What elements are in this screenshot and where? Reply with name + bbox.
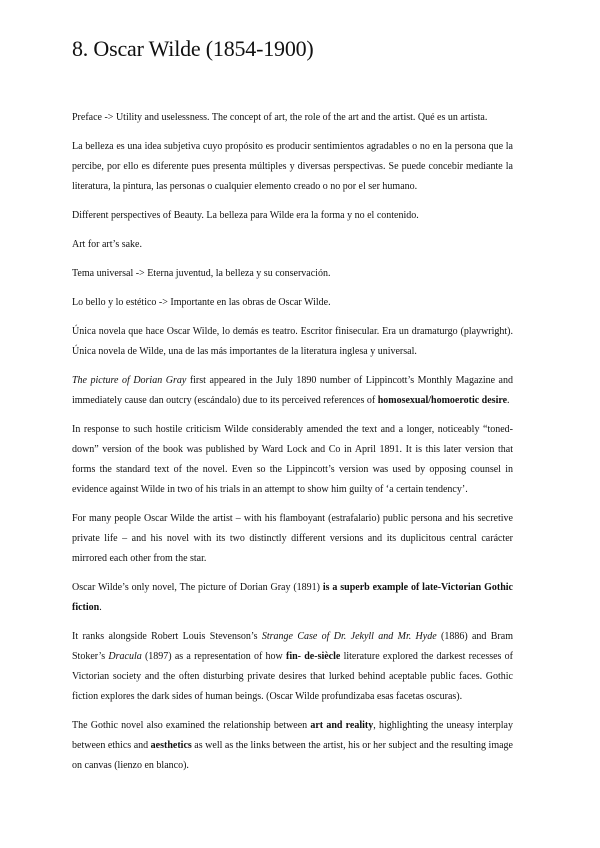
text-run: It ranks alongside Robert Louis Stevenson’s (72, 631, 262, 642)
bold-phrase: is a superb example of late-Victorian Gothic fiction (72, 582, 513, 613)
italic-title: Dracula (108, 651, 142, 662)
text-run: first appeared in the July 1890 number of Lippincott’s Monthly Magazine and immediately cause dan outcry (escándalo) due to its perceived references of (72, 375, 513, 406)
document-body (72, 108, 513, 785)
text-run: The Gothic novel also examined the relationship between (72, 720, 311, 731)
bold-phrase: fin- de-siècle (286, 651, 341, 662)
page-title: 8. Oscar Wilde (1854-1900) (72, 36, 314, 61)
paragraph-art-for-art: Art for art’s sake. (72, 239, 142, 250)
text-run: . (99, 602, 102, 613)
paragraph-preface: Preface -> Utility and uselessness. The concept of art, the role of the art and the artist. Qué es un artista. (72, 112, 488, 123)
novel-title-italic: The picture of Dorian Gray (72, 375, 187, 386)
paragraph-only-novel: Única novela que hace Oscar Wilde, lo demás es teatro. Escritor finisecular. Era un dramaturgo (playwright). Única novela de Wilde, una de las más importantes de la literatura inglesa y universal. (72, 326, 513, 357)
text-run: as well as the links between the artist, his or her subject and the resulting image on canvas (lienzo en blanco). (72, 740, 513, 771)
text-run: literature explored the darkest recesses of Victorian society and the often disturbing private desires that lurked behind aceptable public faces. Gothic fiction explores the dark sides of human beings. (Oscar Wilde profundizaba esas facetas oscuras). (72, 651, 513, 702)
paragraph-gothic-novel (72, 716, 513, 776)
paragraph-universal-theme: Tema universal -> Eterna juventud, la belleza y su conservación. (72, 268, 331, 279)
paragraph-ranks-alongside (72, 627, 513, 707)
paragraph-response: In response to such hostile criticism Wilde considerably amended the text and a longer, noticeably “toned-down” version of the book was published by Ward Lock and Co in April 1891. It is this later version that forms the standard text of the novel. Even so the Lippincott’s version was used by opposing counsel in evidence against Wilde in two of his trials in an attempt to show him guilty of ‘a certain tendency’. (72, 424, 513, 495)
italic-title: Strange Case of Dr. Jekyll and Mr. Hyde (261, 631, 437, 642)
bold-phrase: homosexual/homoerotic desire (377, 395, 508, 406)
text-run: Oscar Wilde’s only novel, The picture of Dorian Gray (1891) (72, 582, 323, 593)
paragraph-first-appeared (72, 371, 513, 411)
paragraph-perspectives: Different perspectives of Beauty. La belleza para Wilde era la forma y no el contenido. (72, 210, 419, 221)
bold-phrase: art and reality (310, 720, 374, 731)
bold-phrase: aesthetics (150, 740, 192, 751)
paragraph-aesthetic: Lo bello y lo estético -> Importante en las obras de Oscar Wilde. (72, 297, 331, 308)
paragraph-beauty-definition: La belleza es una idea subjetiva cuyo propósito es producir sentimientos agradables o no en la persona que la percibe, por ello es diferente pues presenta múltiples y diversas perspectivas. Se puede concebir mediante la literatura, la pintura, las personas o cualquier elemento creado o no por el ser humano. (72, 141, 513, 192)
paragraph-many-people: For many people Oscar Wilde the artist – with his flamboyant (estrafalario) public persona and his secretive private life – and his novel with its two distinctly different versions and its duplicitous central carácter mirrored each other from the star. (72, 513, 513, 564)
text-run: (1897) as a representation of how (141, 651, 286, 662)
paragraph-only-novel-gothic (72, 578, 513, 618)
text-run: , highlighting the uneasy interplay between ethics and (72, 720, 513, 751)
text-run: (1886) and Bram Stoker’s (72, 631, 513, 662)
text-run: . (507, 395, 510, 406)
